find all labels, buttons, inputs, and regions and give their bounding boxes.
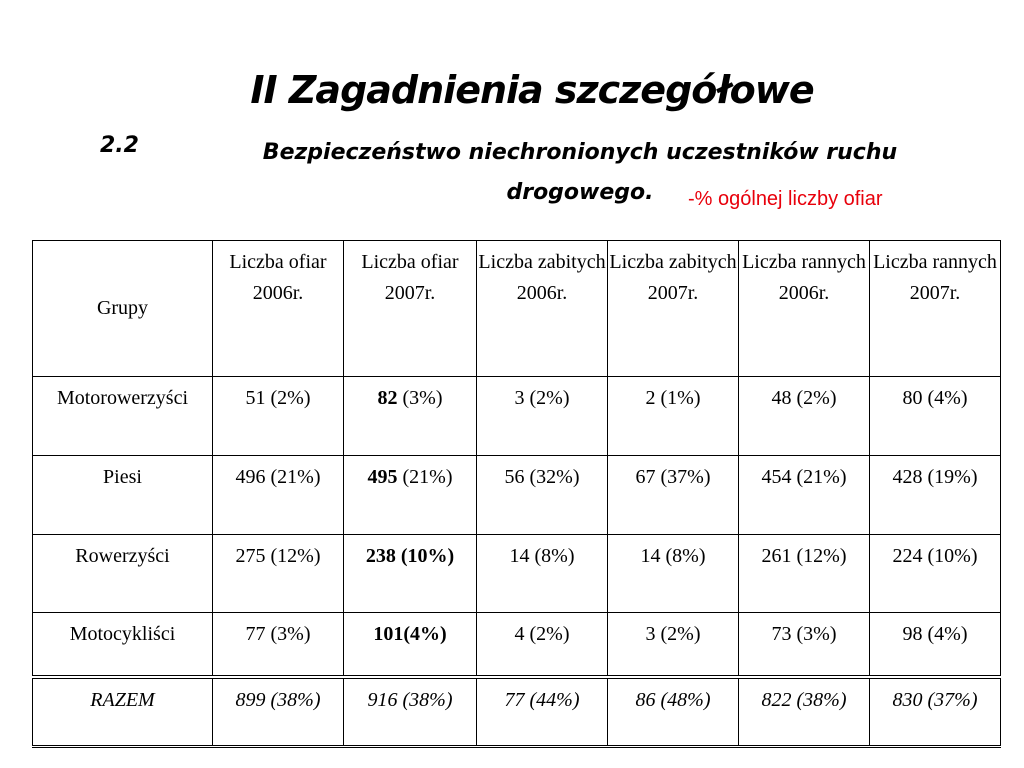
victims-2007-percent: (3%) bbox=[397, 387, 443, 409]
killed-2006-cell: 14 (8%) bbox=[477, 535, 608, 613]
total-injured-2006-cell: 822 (38%) bbox=[739, 677, 870, 747]
group-cell: Motorowerzyści bbox=[33, 377, 213, 456]
total-victims-2006-cell: 899 (38%) bbox=[213, 677, 344, 747]
injured-2006-cell: 48 (2%) bbox=[739, 377, 870, 456]
group-cell: Rowerzyści bbox=[33, 535, 213, 613]
victims-2007-cell bbox=[344, 613, 477, 677]
victims-2007-value: 82 bbox=[377, 387, 398, 409]
header-injured-2006: Liczba rannych 2006r. bbox=[739, 241, 870, 377]
killed-2007-cell: 3 (2%) bbox=[608, 613, 739, 677]
victims-2007-cell bbox=[344, 456, 477, 535]
victims-2006-cell: 51 (2%) bbox=[213, 377, 344, 456]
total-victims-2007-cell: 916 (38%) bbox=[344, 677, 477, 747]
header-killed-2007: Liczba zabitych 2007r. bbox=[608, 241, 739, 377]
victims-2007-value: 495 bbox=[367, 466, 398, 488]
victims-2006-cell: 77 (3%) bbox=[213, 613, 344, 677]
killed-2006-cell: 3 (2%) bbox=[477, 377, 608, 456]
total-injured-2007-cell: 830 (37%) bbox=[870, 677, 1001, 747]
injured-2007-cell: 98 (4%) bbox=[870, 613, 1001, 677]
table-row bbox=[33, 535, 1001, 613]
victims-2007-value: 238 (10%) bbox=[365, 545, 455, 567]
section-title: Bezpieczeństwo niechronionych uczestników ruchu drogowego. bbox=[262, 140, 898, 205]
table-header-row bbox=[33, 241, 1001, 377]
table-row bbox=[33, 377, 1001, 456]
total-killed-2006-cell: 77 (44%) bbox=[477, 677, 608, 747]
injured-2006-cell: 73 (3%) bbox=[739, 613, 870, 677]
victims-table bbox=[32, 240, 1001, 748]
header-victims-2006: Liczba ofiar 2006r. bbox=[213, 241, 344, 377]
injured-2006-cell: 454 (21%) bbox=[739, 456, 870, 535]
killed-2006-cell: 56 (32%) bbox=[477, 456, 608, 535]
injured-2007-cell: 428 (19%) bbox=[870, 456, 1001, 535]
table-total-row bbox=[33, 677, 1001, 747]
victims-2006-cell: 275 (12%) bbox=[213, 535, 344, 613]
percentage-note: -% ogólnej liczby ofiar bbox=[688, 188, 883, 210]
victims-2007-value: 101(4%) bbox=[373, 623, 447, 645]
injured-2006-cell: 261 (12%) bbox=[739, 535, 870, 613]
section-number: 2.2 bbox=[100, 133, 139, 158]
group-cell: Piesi bbox=[33, 456, 213, 535]
killed-2007-cell: 2 (1%) bbox=[608, 377, 739, 456]
victims-2007-cell bbox=[344, 377, 477, 456]
victims-2007-cell bbox=[344, 535, 477, 613]
page-title: II Zagadnienia szczegółowe bbox=[250, 68, 814, 112]
header-groups: Grupy bbox=[33, 241, 213, 377]
total-label-cell: RAZEM bbox=[33, 677, 213, 747]
killed-2007-cell: 14 (8%) bbox=[608, 535, 739, 613]
total-killed-2007-cell: 86 (48%) bbox=[608, 677, 739, 747]
header-killed-2006: Liczba zabitych 2006r. bbox=[477, 241, 608, 377]
group-cell: Motocykliści bbox=[33, 613, 213, 677]
killed-2007-cell: 67 (37%) bbox=[608, 456, 739, 535]
table-row bbox=[33, 456, 1001, 535]
table-row bbox=[33, 613, 1001, 677]
killed-2006-cell: 4 (2%) bbox=[477, 613, 608, 677]
injured-2007-cell: 80 (4%) bbox=[870, 377, 1001, 456]
header-injured-2007: Liczba rannych 2007r. bbox=[870, 241, 1001, 377]
injured-2007-cell: 224 (10%) bbox=[870, 535, 1001, 613]
header-victims-2007: Liczba ofiar 2007r. bbox=[344, 241, 477, 377]
victims-2007-percent: (21%) bbox=[397, 466, 453, 488]
victims-2006-cell: 496 (21%) bbox=[213, 456, 344, 535]
